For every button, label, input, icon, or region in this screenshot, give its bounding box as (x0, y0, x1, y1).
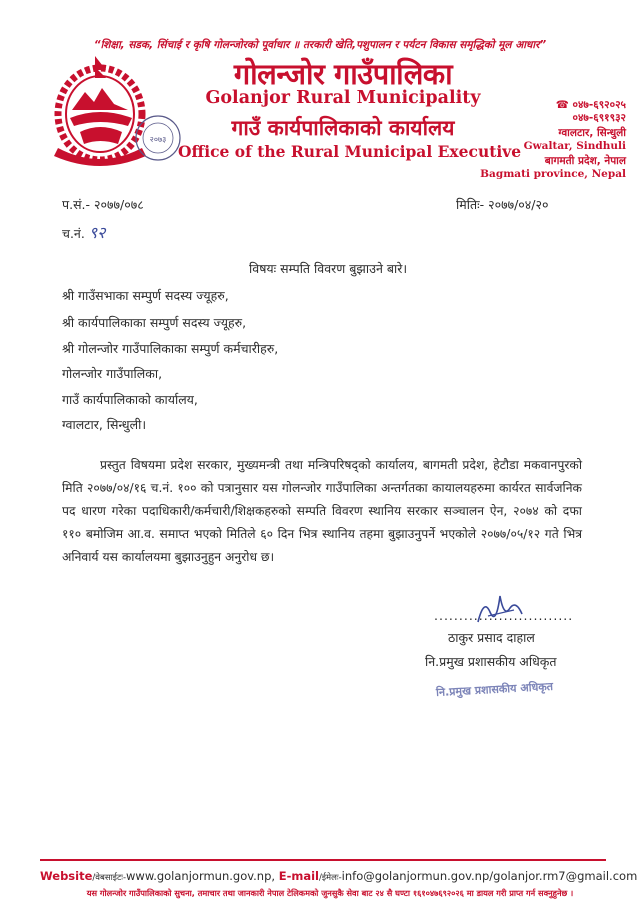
emblem-hands-icon (80, 127, 122, 144)
signatory-name: ठाकुर प्रसाद दाहाल (448, 630, 535, 645)
letter-date: मितिः- २०७७/०४/२० (456, 197, 549, 212)
office-name-np: गाउँ कार्यपालिकाको कार्यालय (231, 116, 455, 140)
emblem-mountain-icon (70, 88, 132, 126)
municipality-name-en: Golanjor Rural Municipality (205, 88, 481, 108)
address-np-1: ग्वालटार, सिन्धुली (558, 127, 626, 139)
nepal-emblem-logo (40, 52, 190, 170)
address-en-1: Gwaltar, Sindhuli (523, 140, 626, 152)
emblem-ribbon (54, 148, 146, 166)
address-en-2: Bagmati province, Nepal (480, 168, 626, 180)
recipient-line: श्री गोलन्जोर गाउँपालिकाका सम्पुर्ण कर्मचारीहरु, (62, 341, 279, 356)
recipient-line: श्री कार्यपालिकाका सम्पुर्ण सदस्य ज्यूहरु, (62, 315, 247, 330)
website-label: Website (40, 869, 93, 883)
email-label-np: /ईमेलः- (318, 873, 342, 883)
email-label: E-mail (278, 869, 319, 883)
recipient-line: श्री गाउँसभाका सम्पुर्ण सदस्य ज्यूहरु, (62, 288, 229, 303)
official-stamp: नि.प्रमुख प्रशासकीय अधिकृत (435, 679, 554, 700)
footer-contact (40, 869, 638, 883)
phone-number-1: ☎ ०४७-६९२०२५ (555, 99, 626, 111)
email-link[interactable]: info@golanjormun.gov.np/golanjor.rm7@gmail.com (341, 869, 638, 883)
signature-dotted-line: ............................ (434, 608, 574, 623)
recipient-line: गाउँ कार्यपालिकाको कार्यालय, (62, 392, 198, 407)
address-np-2: बागमती प्रदेश, नेपाल (544, 155, 626, 167)
website-label-np: /वेबसाईटः- (92, 873, 127, 883)
municipal-seal-icon (136, 116, 180, 160)
letter-subject: विषयः सम्पति विवरण बुझाउने बारे। (249, 261, 408, 276)
letter-body-paragraph: प्रस्तुत विषयमा प्रदेश सरकार, मुख्यमन्त्री तथा मन्त्रिपरिषद्को कार्यालय, बागमती प्रदेश, हेटौडा मकवानपुरको मिति २०७७/०४/१६ च.नं. १०० को पत्रानुसार यस गोलन्जोर गाउँपालिका अन्तर्गतका कायालयहरुमा कार्यरत सार्वजनिक पद धारण गरेका पदाधिकारी/कर्मचारी/शिक्षकहरुको सम्पति विवरण स्थानिय सरकार सञ्चालन ऐन, २०७४ को दफा ११० बमोजिम आ.व. समाप्त भएको मितिले ६० दिन भित्र स्थानिय तहमा बुझाउनुपर्ने भएकोले २०७७/०५/१२ गते भित्र अनिवार्य यस कार्यालयमा बुझाउनुहुन अनुरोध छ। (62, 458, 582, 564)
recipient-line: ग्वालटार, सिन्धुली। (62, 417, 147, 432)
letterhead-motto: “शिक्षा, सडक, सिंचाई र कृषि गोलन्जोरको पूर्वाधार ॥ तरकारी खेति,पशुपालन र पर्यटन विकास समृद्धिको मूल आधार” (93, 39, 547, 51)
recipient-line: गोलन्जोर गाउँपालिका, (62, 366, 163, 381)
municipality-name-np: गोलन्जोर गाउँपालिका (233, 57, 453, 91)
office-name-en: Office of the Rural Municipal Executive (178, 142, 522, 161)
signatory-title: नि.प्रमुख प्रशासकीय अधिकृत (425, 654, 557, 669)
svg-text:२०७३: २०७३ (149, 135, 167, 144)
website-link[interactable]: www.golanjormun.gov.np, (126, 869, 276, 883)
footer-notice: यस गोलन्जोर गाउँपालिकाको सुचना, तमाचार तथा जानकारी नेपाल टेलिकमको जुनसुकै सेवा बाट २४ सै घण्टा १६१०४७६९२०२६ मा डायल गरी प्राप्त गर्न सक्नुहुनेछ । (86, 888, 574, 898)
dispatch-number-label: च.नं. (62, 226, 85, 241)
dispatch-number-value: ९२ (88, 223, 106, 242)
reference-number: प.सं.- २०७७/०७८ (62, 197, 144, 212)
dispatch-number (62, 221, 105, 243)
phone-number-2: ०४७-६९१९३२ (572, 112, 626, 124)
footer-divider (40, 859, 606, 861)
